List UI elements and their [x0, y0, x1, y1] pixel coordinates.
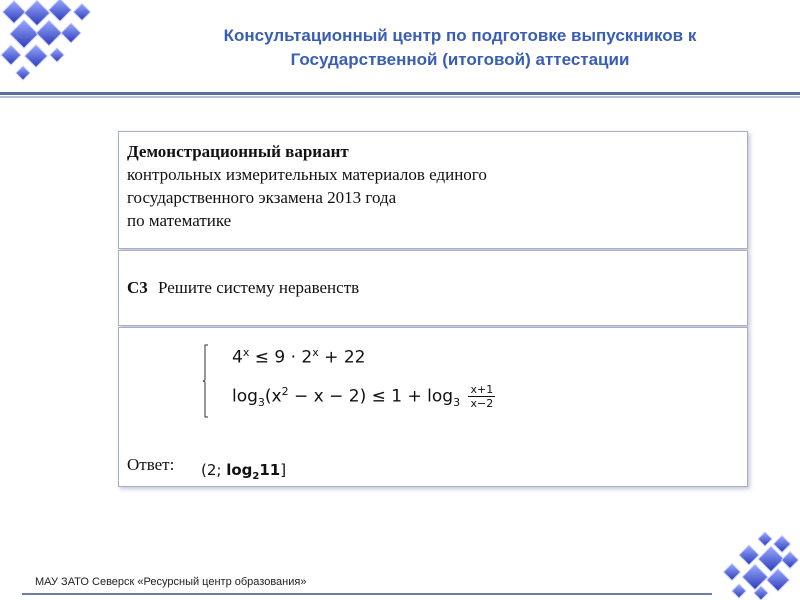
decorative-cubes-bottom-right: [712, 530, 800, 600]
answer-label: Ответ:: [127, 455, 175, 474]
exam-title-line-2: контрольных измерительных материалов единого: [127, 165, 487, 184]
task-text: Решите систему неравенств: [158, 278, 360, 297]
header-divider: [0, 92, 800, 95]
inequality-1: [232, 346, 365, 368]
answer-close: ]: [280, 461, 287, 479]
answer-log: log: [226, 461, 253, 479]
ineq2-arg-exp: 2: [281, 384, 289, 398]
ineq1-op: ≤ 9 · 2: [254, 347, 313, 368]
exam-title-panel: [118, 131, 748, 249]
ineq1-tail: + 22: [324, 347, 366, 368]
task-number: C3: [127, 278, 148, 297]
ineq1-exp2: x: [312, 346, 319, 359]
ineq2-log1: log: [232, 386, 258, 407]
ineq2-base2: 3: [453, 395, 461, 409]
ineq1-exp: x: [242, 346, 250, 359]
answer-log-base: 2: [252, 471, 260, 482]
header-divider-thin: [0, 96, 800, 98]
footer-text: МАУ ЗАТО Северск «Ресурсный центр образования»: [35, 576, 307, 588]
exam-title-line-4: по математике: [127, 211, 232, 230]
solution-panel: [118, 327, 748, 487]
answer-open: (2;: [201, 461, 227, 479]
fraction-denominator: x−2: [470, 397, 494, 410]
ineq2-base1: 3: [257, 395, 265, 409]
answer-value: [201, 461, 286, 482]
ineq1-base: 4: [232, 347, 243, 368]
footer-divider: [22, 593, 712, 595]
page-title: [160, 24, 760, 72]
inequality-2: [232, 383, 495, 410]
system-brace: [203, 344, 209, 418]
exam-title-bold: Демонстрационный вариант: [127, 142, 349, 161]
exam-title-line-3: государственного экзамена 2013 года: [127, 188, 397, 207]
ineq2-arg-rest: − x − 2) ≤ 1 + log: [288, 386, 454, 407]
decorative-cubes-top-left: [0, 0, 105, 90]
title-line-1: Консультационный центр по подготовке выпускников к: [223, 26, 697, 45]
title-line-2: Государственной (итоговой) аттестации: [290, 50, 630, 69]
task-panel: [118, 250, 748, 326]
fraction-numerator: x+1: [470, 383, 494, 396]
ineq2-arg-open: (x: [264, 386, 282, 407]
answer-arg: 11: [259, 461, 281, 479]
ineq2-fraction: [468, 383, 495, 410]
